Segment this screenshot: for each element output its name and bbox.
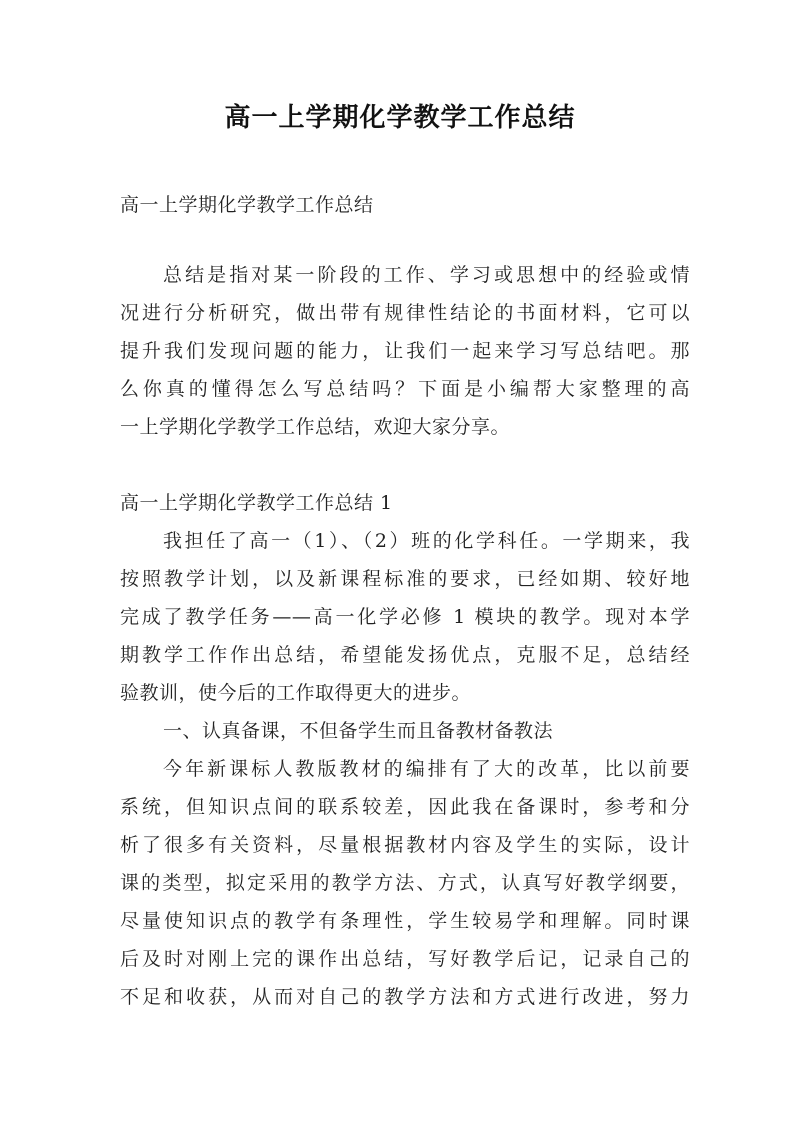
paragraph-line: 期教学工作作出总结，希望能发扬优点，克服不足，总结经 — [120, 644, 690, 666]
paragraph-line: 不足和收获，从而对自己的教学方法和方式进行改进，努力 — [120, 986, 690, 1008]
paragraph-line: 析了很多有关资料，尽量根据教材内容及学生的实际，设计 — [120, 834, 690, 856]
paragraph-line: 验教训，使今后的工作取得更大的进步。 — [120, 682, 472, 704]
intro-line: 总结是指对某一阶段的工作、学习或思想中的经验或情 — [163, 264, 690, 286]
paragraph-line: 今年新课标人教版教材的编排有了大的改革，比以前要 — [163, 758, 690, 780]
section-subheading: 一、认真备课，不但备学生而且备教材备教法 — [163, 720, 554, 742]
paragraph-line: 后及时对刚上完的课作出总结，写好教学后记，记录自己的 — [120, 948, 690, 970]
section-heading: 高一上学期化学教学工作总结 1 — [120, 492, 393, 514]
intro-line: 一上学期化学教学工作总结，欢迎大家分享。 — [120, 416, 511, 438]
paragraph-line: 课的类型，拟定采用的教学方法、方式，认真写好教学纲要， — [120, 872, 690, 894]
intro-line: 提升我们发现问题的能力，让我们一起来学习写总结吧。那 — [120, 340, 690, 362]
paragraph-line: 尽量使知识点的教学有条理性，学生较易学和理解。同时课 — [120, 910, 690, 932]
paragraph-line: 我担任了高一（1）、（2）班的化学科任。一学期来，我 — [163, 530, 690, 552]
paragraph-line: 按照教学计划，以及新课程标准的要求，已经如期、较好地 — [120, 568, 690, 590]
paragraph-line: 系统，但知识点间的联系较差，因此我在备课时，参考和分 — [120, 796, 690, 818]
paragraph-line: 完成了教学任务——高一化学必修 1 模块的教学。现对本学 — [120, 606, 690, 628]
document-subtitle: 高一上学期化学教学工作总结 — [120, 194, 374, 216]
intro-line: 么你真的懂得怎么写总结吗？下面是小编帮大家整理的高 — [120, 378, 690, 400]
intro-line: 况进行分析研究，做出带有规律性结论的书面材料，它可以 — [120, 302, 690, 324]
document-title: 高一上学期化学教学工作总结 — [224, 103, 576, 133]
